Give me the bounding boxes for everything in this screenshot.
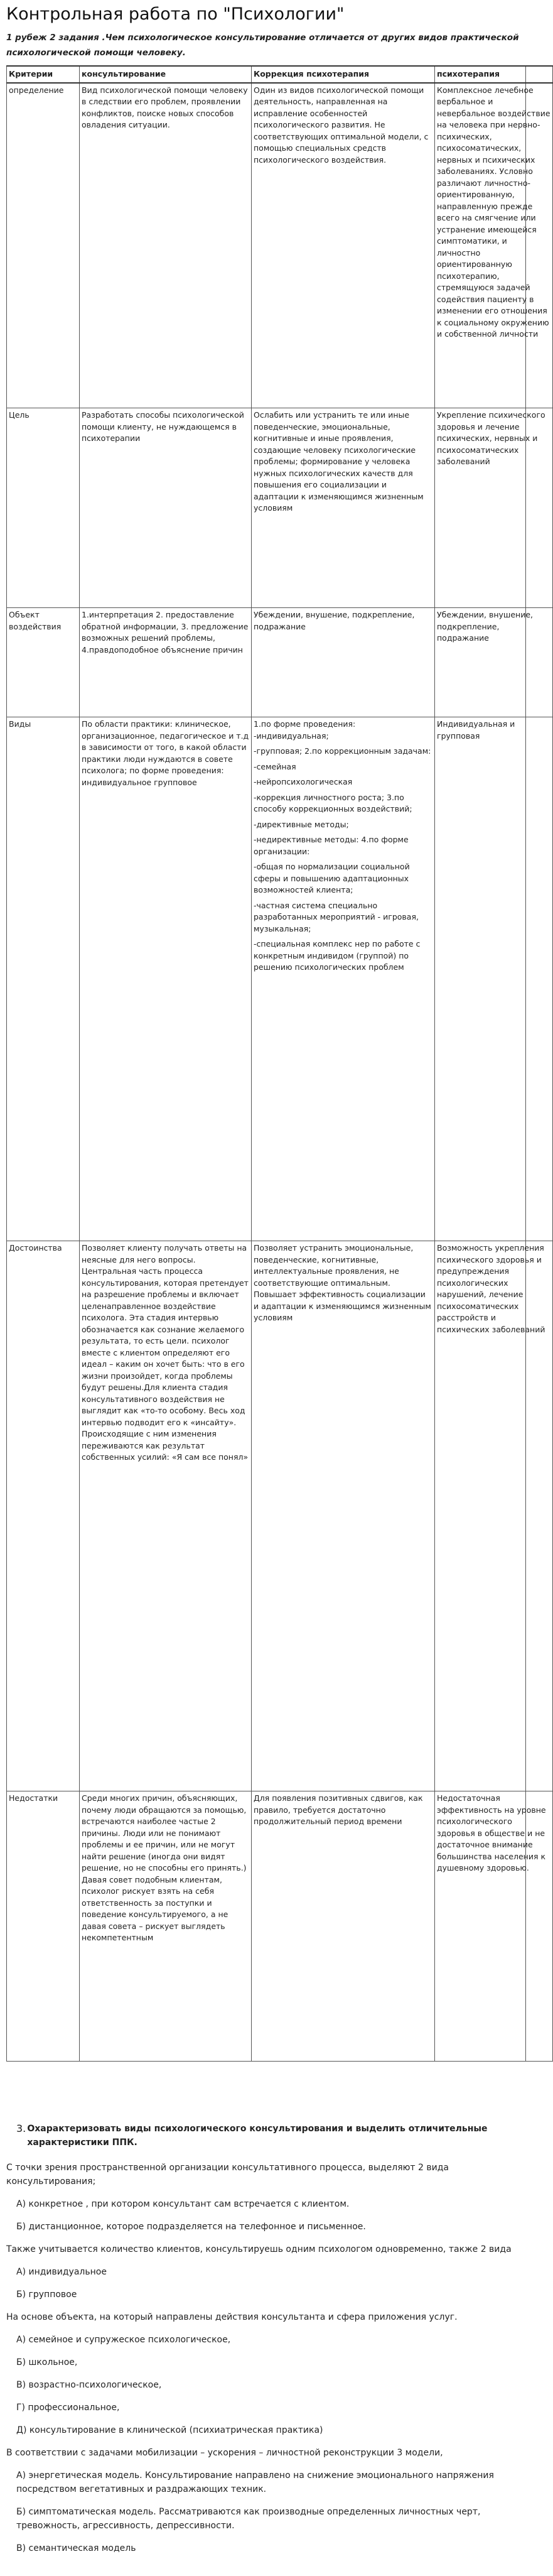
paragraph: На основе объекта, на который направлены действия консультанта и сфера приложения услуг.: [6, 2312, 458, 2322]
list-item: А) семейное и супружеское психологическое,: [16, 2335, 231, 2345]
psychotherapy-cell: [435, 408, 553, 608]
section-3-heading: [6, 2122, 525, 2149]
cell-paragraph: По области практики: клиническое, организационное, педагогическое и т.д в зависимости от того, в какой области практики люди нуждаются в совете психолога; по форме проведения: индивидуальное групповое: [82, 719, 249, 787]
correction-cell: [252, 1241, 435, 1791]
cell-paragraph: Убеждении, внушение, подкрепление, подражание: [254, 610, 415, 631]
counseling-cell: [80, 83, 252, 408]
psychotherapy-cell: [435, 1241, 553, 1791]
paragraph: С точки зрения пространственной организации консультативного процесса, выделяют 2 вида консультирования;: [6, 2163, 449, 2187]
paragraph: В соответствии с задачами мобилизации – ускорения – личностной реконструкции 3 модели,: [6, 2448, 443, 2458]
cell-paragraph: Разработать способы психологической помощи клиенту, не нуждающемся в психотерапии: [82, 410, 244, 443]
table-row: [7, 408, 553, 608]
comparison-table: [6, 65, 553, 2062]
table-row: [7, 83, 553, 408]
correction-cell: [252, 717, 435, 1241]
table-header-row: [7, 66, 553, 83]
list-item: В) семантическая модель: [16, 2543, 136, 2553]
header-correction: Коррекция психотерапия: [252, 66, 435, 83]
cell-paragraph: -частная система специально разработанных мероприятий - игровая, музыкальная;: [254, 900, 419, 933]
cell-paragraph: -общая по нормализации социальной сферы и повышению адаптационных возможностей клиента;: [254, 862, 410, 894]
cell-paragraph: Позволяет устранить эмоциональные, поведенческие, когнитивные, интеллектуальные проявления, не соответствующие оптимальным. Повышает эффективность социализации и адаптации к изменяющимся жизненным условиям: [254, 1243, 431, 1322]
psychotherapy-cell: [435, 1791, 553, 2062]
cell-paragraph: 1.по форме проведения: -индивидуальная;: [254, 719, 356, 741]
cell-paragraph: Убеждении, внушение, подкрепление, подражание: [437, 610, 534, 643]
cell-paragraph: Позволяет клиенту получать ответы на неясные для него вопросы. Центральная часть процесса консультирования, которая претендует на разрешение проблемы и включает целенаправленное воздействие психолога. Эта стадия интервью обозначается как сознание желаемого результата, то есть цели. психолог вместе с клиентом определяют его идеал – каким он хочет быть: что в его жизни произойдет, когда проблемы будут решены.Для клиента стадия консультативного воздействия не выглядит как «то-то особому. Весь ход интервью подводит его к «инсайту». Происходящие с ним изменения переживаются как результат собственных усилий: «Я сам все понял»: [82, 1243, 249, 1462]
cell-paragraph: Недостаточная эффективность на уровне психологического здоровья в обществе и не достаточное внимание большинства населения к душевному здоровью.: [437, 1793, 546, 1872]
criterion-cell: Достоинства: [7, 1241, 80, 1791]
list-item: В) возрастно-психологическое,: [16, 2380, 162, 2390]
correction-cell: [252, 408, 435, 608]
counseling-cell: [80, 1241, 252, 1791]
list-item: Б) групповое: [16, 2290, 77, 2300]
list-item: Г) профессиональное,: [16, 2403, 120, 2413]
criterion-cell: Объект воздействия: [7, 608, 80, 717]
criterion-cell: определение: [7, 83, 80, 408]
counseling-cell: [80, 608, 252, 717]
psychotherapy-cell: [435, 717, 553, 1241]
section-3: [6, 2122, 525, 2555]
cell-paragraph: Вид психологической помощи человеку в следствии его проблем, проявлении конфликтов, поиске новых способов овладения ситуации.: [82, 85, 248, 129]
header-psychotherapy: психотерапия: [435, 66, 553, 83]
table-row: [7, 1791, 553, 2062]
cell-paragraph: -коррекция личностного роста; 3.по способу коррекционных воздействий;: [254, 792, 412, 813]
header-criteria: Критерии: [7, 66, 80, 83]
psychotherapy-cell: [435, 83, 553, 408]
table-row: [7, 1241, 553, 1791]
list-item: Б) школьное,: [16, 2357, 78, 2367]
cell-paragraph: -директивные методы;: [254, 819, 349, 829]
cell-paragraph: 1.интерпретация 2. предоставление обратной информации, 3. предложение возможных решений проблемы, 4.правдоподобное объяснение причин: [82, 610, 249, 655]
correction-cell: [252, 608, 435, 717]
criterion-cell: Виды: [7, 717, 80, 1241]
counseling-cell: [80, 717, 252, 1241]
table-row: [7, 717, 553, 1241]
cell-paragraph: Ослабить или устранить те или иные поведенческие, эмоциональные, когнитивные и иные проявления, создающие человеку психологические проблемы; формирование у человека нужных психологических качеств для повышения его социализации и адаптации к изменяющимся жизненным условиям: [254, 410, 424, 513]
counseling-cell: [80, 408, 252, 608]
criterion-cell: Недостатки: [7, 1791, 80, 2062]
cell-paragraph: -нейропсихологическая: [254, 777, 353, 786]
cell-paragraph: Для появления позитивных сдвигов, как правило, требуется достаточно продолжительный период времени: [254, 1793, 423, 1826]
list-item: А) конкретное , при котором консультант сам встречается с клиентом.: [16, 2199, 350, 2209]
list-item: Д) консультирование в клинической (психиатрическая практика): [16, 2425, 323, 2435]
list-item: А) индивидуальное: [16, 2267, 107, 2277]
list-item: Б) дистанционное, которое подразделяется на телефонное и письменное.: [16, 2222, 366, 2232]
cell-paragraph: Среди многих причин, объясняющих, почему люди обращаются за помощью, встречаются наиболее частые 2 причины. Люди или не понимают проблемы и ее причин, или не могут найти решение (иногда они видят решение, но не способны его принять.) Давая совет подобным клиентам, психолог рискует взять на себя ответственность за поступки и поведение консультируемого, а не давая совета – рискует выглядеть некомпетентным: [82, 1793, 247, 1942]
criterion-cell: Цель: [7, 408, 80, 608]
section-heading-text: Охарактеризовать виды психологического консультирования и выделить отличительные характеристики ППК.: [27, 2124, 488, 2148]
task-subtitle: 1 рубеж 2 задания .Чем психологическое консультирование отличается от других видов практической психологической помощи человеку.: [6, 33, 519, 58]
correction-cell: [252, 1791, 435, 2062]
list-item: Б) симптоматическая модель. Рассматриваются как производные определенных личностных черт, тревожность, агрессивность, депрессивности.: [16, 2507, 481, 2531]
cell-paragraph: Один из видов психологической помощи деятельность, направленная на исправление особенностей психологического развития. Не соответствующих оптимальной модели, с помощью специальных средств психологического воздействия.: [254, 85, 429, 165]
counseling-cell: [80, 1791, 252, 2062]
paragraph: Также учитывается количество клиентов, консультируешь одним психологом одновременно, также 2 вида: [6, 2244, 512, 2254]
cell-paragraph: Комплексное лечебное вербальное и невербальное воздействие на человека при нервно-психических, психосоматических, нервных и психических заболеваниях. Условно различают личностно-ориентированную, направленную прежде всего на смягчение или устранение имеющейся симптоматики, и личностно ориентированную психотерапию, стремящуюся задачей содействия пациенту в изменении его отношения к социальному окружению и собственной личности: [437, 85, 550, 339]
cell-paragraph: Индивидуальная и групповая: [437, 719, 515, 741]
cell-paragraph: Укрепление психического здоровья и лечение психических, нервных и психосоматических заболеваний: [437, 410, 545, 466]
correction-cell: [252, 83, 435, 408]
document-title: Контрольная работа по "Психологии": [6, 4, 345, 24]
table-row: [7, 608, 553, 717]
list-item: А) энергетическая модель. Консультирование направлено на снижение эмоционального напряжения посредством вегетативных и раздражающих техник.: [16, 2470, 494, 2494]
comparison-table-wrapper: [6, 65, 550, 2062]
cell-paragraph: -недирективные методы: 4.по форме организации:: [254, 835, 409, 856]
section-number: 3.: [16, 2122, 26, 2134]
psychotherapy-cell: [435, 608, 553, 717]
cell-paragraph: Возможность укрепления психического здоровья и предупреждения психологических нарушений, лечение психосоматических расстройств и психических заболеваний: [437, 1243, 545, 1334]
cell-paragraph: -семейная: [254, 761, 296, 771]
cell-paragraph: -специальная комплекс нер по работе с конкретным индивидом (группой) по решению психологических проблем: [254, 939, 421, 972]
header-counseling: консультирование: [80, 66, 252, 83]
cell-paragraph: -групповая; 2.по коррекционным задачам:: [254, 746, 431, 756]
